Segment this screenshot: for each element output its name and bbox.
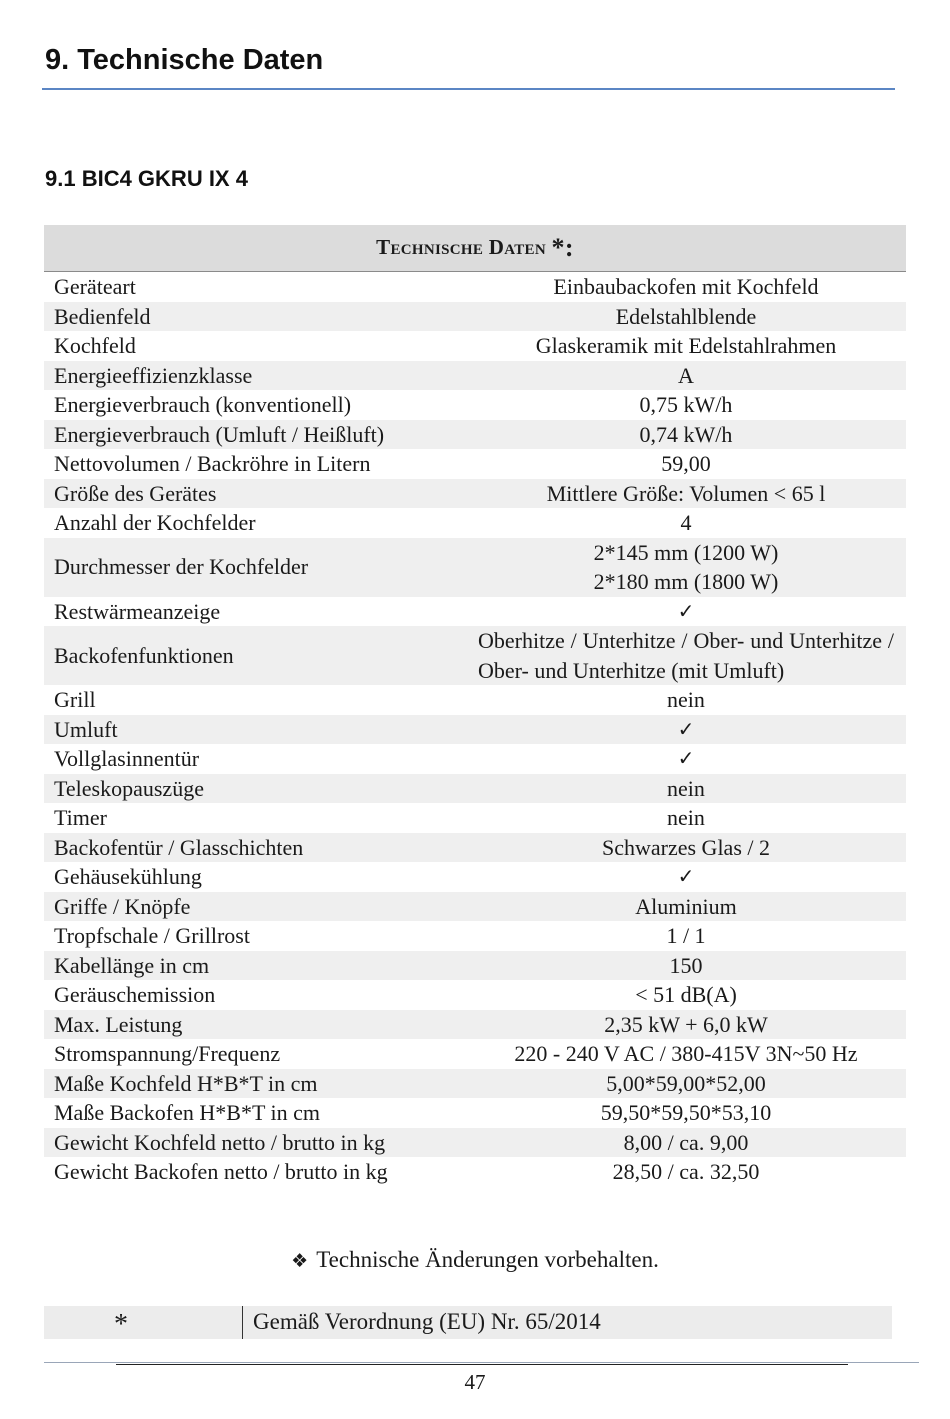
diamond-bullet-icon: ❖ — [291, 1250, 309, 1272]
spec-value: 4 — [680, 510, 692, 535]
table-row — [44, 302, 906, 332]
spec-label: Bedienfeld — [54, 303, 151, 329]
table-row — [44, 272, 906, 302]
spec-label: Backofenfunktionen — [54, 642, 234, 668]
spec-label: Stromspannung/Frequenz — [54, 1041, 281, 1066]
footnote-mark: * — [114, 1309, 128, 1340]
spec-value: Aluminium — [635, 893, 737, 919]
spec-label: Griffe / Knöpfe — [54, 893, 191, 919]
table-title-mark: *: — [551, 233, 574, 263]
table-row — [44, 833, 906, 863]
spec-value: Edelstahlblende — [615, 303, 757, 329]
table-title: Technische Daten — [376, 235, 546, 260]
spec-value: nein — [667, 805, 705, 830]
spec-value — [468, 538, 906, 597]
spec-label: Durchmesser der Kochfelder — [54, 554, 309, 580]
spec-value: Glaskeramik mit Edelstahlrahmen — [535, 333, 837, 358]
footer-rule-inner — [116, 1364, 848, 1365]
spec-label: Anzahl der Kochfelder — [54, 510, 256, 535]
table-row — [44, 774, 906, 804]
checkmark-icon: ✓ — [677, 716, 695, 741]
footnote-text: Gemäß Verordnung (EU) Nr. 65/2014 — [253, 1309, 601, 1334]
spec-value: 28,50 / ca. 32,50 — [612, 1159, 760, 1184]
footer-rule — [44, 1362, 919, 1363]
spec-value: 0,75 kW/h — [639, 392, 733, 417]
spec-label: Vollglasinnentür — [54, 746, 200, 771]
table-row — [44, 449, 906, 479]
table-row — [44, 1039, 906, 1069]
spec-label: Backofentür / Glasschichten — [54, 834, 304, 860]
table-row — [44, 390, 906, 420]
spec-label: Tropfschale / Grillrost — [54, 923, 250, 948]
checkmark-icon: ✓ — [677, 598, 695, 623]
spec-label: Energieverbrauch (konventionell) — [54, 392, 352, 417]
spec-label: Maße Kochfeld H*B*T in cm — [54, 1070, 318, 1096]
footnote-separator — [242, 1306, 243, 1339]
spec-label: Maße Backofen H*B*T in cm — [54, 1100, 320, 1125]
spec-value: 59,50*59,50*53,10 — [600, 1100, 772, 1125]
table-row — [44, 597, 906, 627]
table-header — [44, 225, 906, 272]
table-row — [44, 1098, 906, 1128]
spec-value-line: 2*180 mm (1800 W) — [593, 569, 779, 594]
table-row — [44, 1010, 906, 1040]
spec-value: < 51 dB(A) — [635, 982, 737, 1007]
table-row — [44, 538, 906, 597]
spec-value: 0,74 kW/h — [639, 421, 733, 447]
table-row — [44, 892, 906, 922]
change-note-text: Technische Änderungen vorbehalten. — [316, 1247, 659, 1272]
table-row — [44, 715, 906, 745]
spec-value: Schwarzes Glas / 2 — [601, 834, 770, 860]
spec-value: 2,35 kW + 6,0 kW — [604, 1011, 768, 1037]
table-row — [44, 626, 906, 685]
change-note — [0, 1247, 950, 1273]
table-row — [44, 685, 906, 715]
spec-label: Größe des Gerätes — [54, 480, 217, 506]
table-row — [44, 862, 906, 892]
spec-label: Max. Leistung — [54, 1011, 183, 1037]
spec-value: 1 / 1 — [666, 923, 706, 948]
spec-value: Oberhitze / Unterhitze / Ober- und Unterhitze / Ober- und Unterhitze (mit Umluft) — [478, 628, 894, 683]
spec-label: Restwärmeanzeige — [54, 598, 221, 624]
spec-value: nein — [667, 687, 705, 712]
table-row — [44, 951, 906, 981]
spec-value-line: 2*145 mm (1200 W) — [593, 539, 779, 565]
table-row — [44, 1157, 906, 1187]
title-rule — [42, 88, 895, 90]
spec-label: Umluft — [54, 716, 118, 742]
checkmark-icon: ✓ — [677, 746, 695, 770]
spec-label: Gewicht Kochfeld netto / brutto in kg — [54, 1129, 386, 1155]
spec-label: Energieeffizienzklasse — [54, 362, 253, 388]
spec-label: Teleskopauszüge — [54, 775, 204, 801]
page-number: 47 — [464, 1370, 486, 1394]
spec-value: 8,00 / ca. 9,00 — [623, 1129, 749, 1155]
spec-value: 5,00*59,00*52,00 — [606, 1070, 766, 1096]
spec-label: Gewicht Backofen netto / brutto in kg — [54, 1159, 388, 1184]
table-row — [44, 361, 906, 391]
table-row — [44, 803, 906, 833]
table-row — [44, 479, 906, 509]
spec-label: Energieverbrauch (Umluft / Heißluft) — [54, 421, 385, 447]
spec-value: Mittlere Größe: Volumen < 65 l — [546, 480, 826, 506]
table-row — [44, 1069, 906, 1099]
spec-value: 150 — [669, 952, 703, 978]
footnote — [44, 1306, 892, 1339]
table-row — [44, 1128, 906, 1158]
spec-value: nein — [667, 775, 705, 801]
spec-value: 220 - 240 V AC / 380-415V 3N~50 Hz — [514, 1041, 858, 1066]
spec-value: 59,00 — [661, 451, 711, 476]
table-row — [44, 420, 906, 450]
spec-label: Geräuschemission — [54, 982, 216, 1007]
spec-label: Kochfeld — [54, 333, 136, 358]
checkmark-icon: ✓ — [677, 864, 695, 888]
table-row — [44, 331, 906, 361]
page-title: 9. Technische Daten — [45, 44, 324, 76]
table-row — [44, 921, 906, 951]
table-row — [44, 744, 906, 774]
table-row — [44, 508, 906, 538]
spec-label: Nettovolumen / Backröhre in Litern — [54, 451, 371, 476]
spec-label: Geräteart — [54, 274, 136, 299]
spec-label: Grill — [54, 687, 96, 712]
section-title: 9.1 BIC4 GKRU IX 4 — [45, 166, 248, 191]
table-row — [44, 980, 906, 1010]
spec-label: Kabellänge in cm — [54, 952, 210, 978]
spec-value: A — [678, 362, 694, 388]
table-header-row — [44, 225, 906, 272]
spec-label: Timer — [54, 805, 107, 830]
spec-label: Gehäusekühlung — [54, 864, 202, 889]
spec-value: Einbaubackofen mit Kochfeld — [553, 274, 819, 299]
spec-table — [44, 225, 906, 1187]
